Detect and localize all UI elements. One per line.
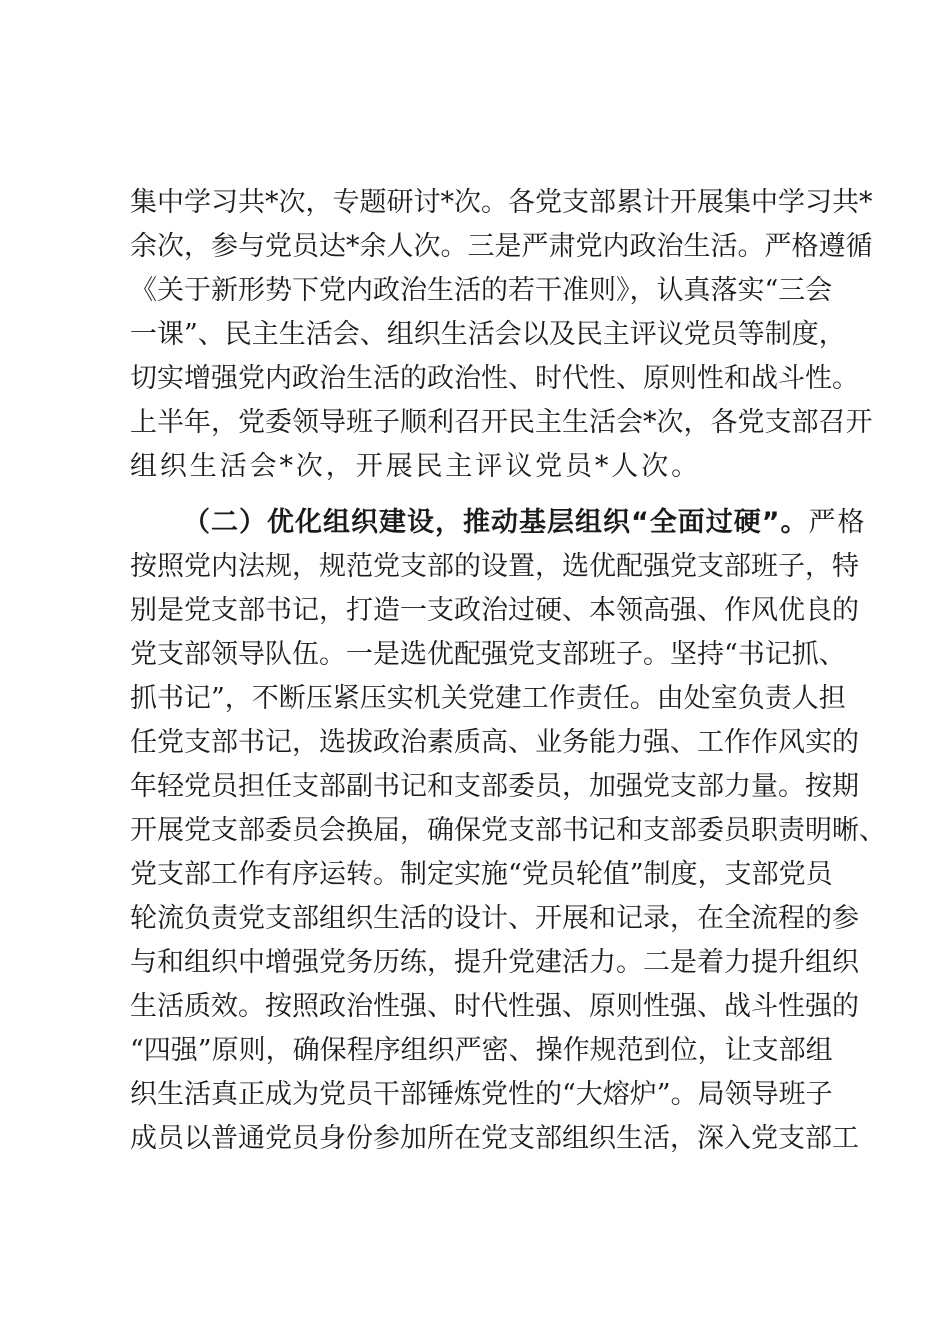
paragraph-1-line: 集中学习共*次，专题研讨*次。各党支部累计开展集中学习共* <box>130 187 873 218</box>
paragraph-2-line: 织生活真正成为党员干部锤炼党性的“大熔炉”。局领导班子 <box>130 1079 833 1110</box>
paragraph-1-line: 一课”、民主生活会、组织生活会以及民主评议党员等制度， <box>130 319 846 350</box>
paragraph-2-line: 党支部领导队伍。一是选优配强党支部班子。坚持“书记抓、 <box>130 639 846 670</box>
paragraph-1-line: 余次，参与党员达*余人次。三是严肃党内政治生活。严格遵循 <box>130 231 873 262</box>
paragraph-2-line: 按照党内法规，规范党支部的设置，选优配强党支部班子，特 <box>130 551 859 582</box>
paragraph-2-line: 与和组织中增强党务历练，提升党建活力。二是着力提升组织 <box>130 947 859 978</box>
paragraph-2-line: 任党支部书记，选拔政治素质高、业务能力强、工作作风实的 <box>130 727 859 758</box>
paragraph-2-line: 抓书记”，不断压紧压实机关党建工作责任。由处室负责人担 <box>130 683 846 714</box>
paragraph-1-last-line: 组织生活会*次，开展民主评议党员*人次。 <box>130 451 701 482</box>
paragraph-1-line: 切实增强党内政治生活的政治性、时代性、原则性和战斗性。 <box>130 363 859 394</box>
paragraph-1-line: 上半年，党委领导班子顺利召开民主生活会*次，各党支部召开 <box>130 407 873 438</box>
paragraph-2-first-line-rest: 严格 <box>808 507 867 538</box>
paragraph-2-line: 生活质效。按照政治性强、时代性强、原则性强、战斗性强的 <box>130 991 859 1022</box>
paragraph-2-line: “四强”原则，确保程序组织严密、操作规范到位，让支部组 <box>130 1035 833 1066</box>
section-heading: （二）优化组织建设，推动基层组织“全面过硬”。 <box>183 507 809 538</box>
paragraph-1-line: 《关于新形势下党内政治生活的若干准则》，认真落实“三会 <box>130 275 833 306</box>
paragraph-2-line: 党支部工作有序运转。制定实施“党员轮值”制度，支部党员 <box>130 859 833 890</box>
paragraph-2-first-line <box>183 503 867 543</box>
paragraph-2-line: 别是党支部书记，打造一支政治过硬、本领高强、作风优良的 <box>130 595 859 626</box>
paragraph-2-line: 开展党支部委员会换届，确保党支部书记和支部委员职责明晰、 <box>130 815 886 846</box>
paragraph-2-line: 年轻党员担任支部副书记和支部委员，加强党支部力量。按期 <box>130 771 859 802</box>
paragraph-2-line: 轮流负责党支部组织生活的设计、开展和记录，在全流程的参 <box>130 903 859 934</box>
paragraph-2-line: 成员以普通党员身份参加所在党支部组织生活，深入党支部工 <box>130 1123 859 1154</box>
